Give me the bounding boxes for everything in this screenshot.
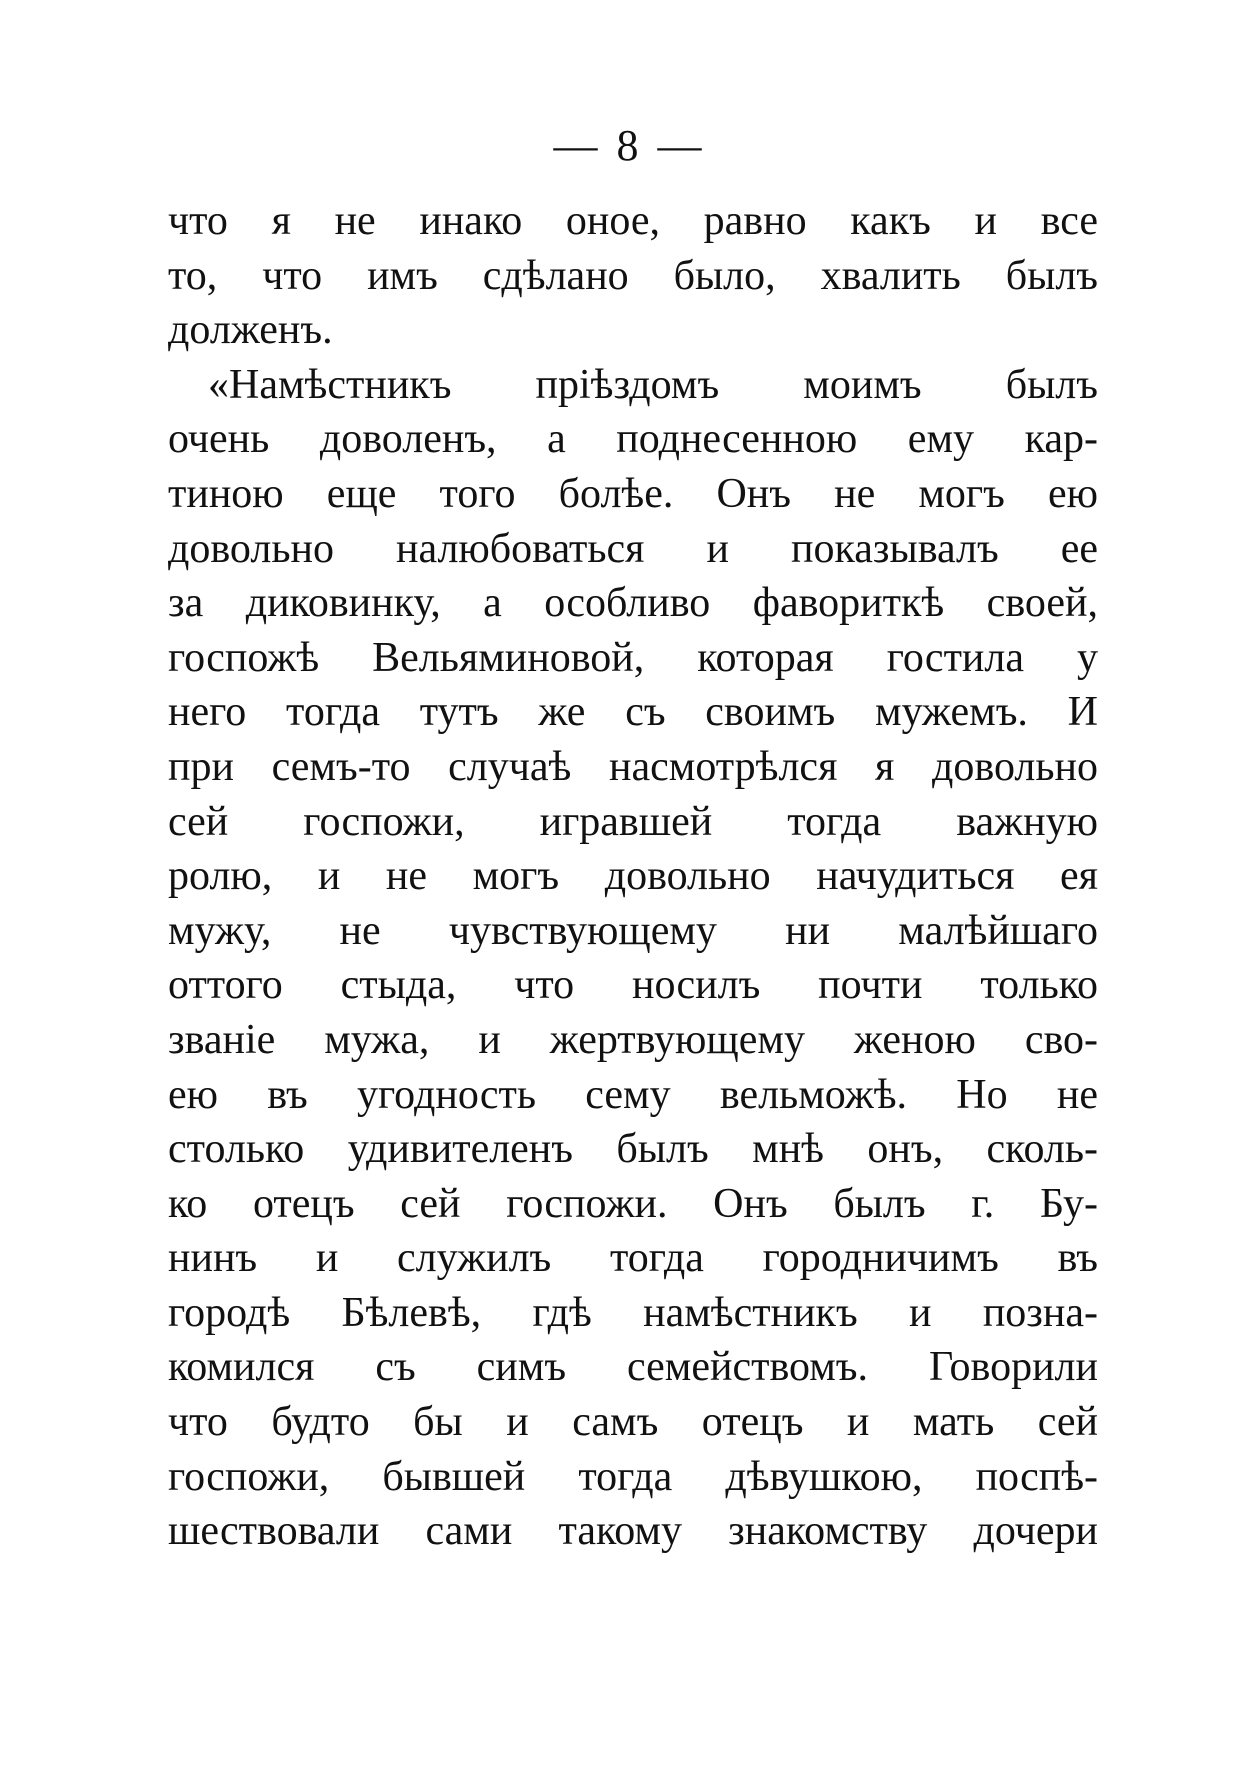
text-line: тиною еще того болѣе. Онъ не могъ ею [168, 470, 1098, 517]
text-line: городѣ Бѣлевѣ, гдѣ намѣстникъ и позна- [168, 1289, 1098, 1336]
text-line: ко отецъ сей госпожи. Онъ былъ г. Бу- [168, 1180, 1098, 1227]
text-line: то, что имъ сдѣлано было, хвалить былъ [168, 252, 1098, 299]
text-line: нинъ и служилъ тогда городничимъ въ [168, 1235, 1098, 1282]
text-line: ролю, и не могъ довольно начудиться ея [168, 853, 1098, 900]
text-line: него тогда тутъ же съ своимъ мужемъ. И [168, 689, 1098, 736]
text-line: шествовали сами такому знакомству дочери [168, 1508, 1098, 1555]
text-line: за диковинку, а особливо фавориткѣ своей, [168, 580, 1098, 627]
text-line: госпожи, бывшей тогда дѣвушкою, поспѣ- [168, 1453, 1098, 1500]
page-number: — 8 — [553, 121, 706, 170]
text-line: при семъ-то случаѣ насмотрѣлся я довольно [168, 743, 1098, 790]
text-line: довольно налюбоваться и показывалъ ее [168, 525, 1098, 572]
text-line: оттого стыда, что носилъ почти только [168, 962, 1098, 1009]
text-line: комился съ симъ семействомъ. Говорили [168, 1344, 1098, 1391]
text-line: «Намѣстникъ прiѣздомъ моимъ былъ [208, 361, 1098, 408]
text-line: сей госпожи, игравшей тогда важную [168, 798, 1098, 845]
text-line: ею въ угодность сему вельможѣ. Но не [168, 1071, 1098, 1118]
text-line: долженъ. [168, 307, 333, 354]
text-line: мужу, не чувствующему ни малѣйшаго [168, 907, 1098, 954]
text-line: что я не инако оное, равно какъ и все [168, 198, 1098, 244]
text-line: что будто бы и самъ отецъ и мать сей [168, 1399, 1098, 1446]
text-line: госпожѣ Вельяминовой, которая гостила у [168, 634, 1098, 681]
text-line: званiе мужа, и жертвующему женою сво- [168, 1016, 1098, 1063]
text-line: очень доволенъ, а поднесенною ему кар- [168, 416, 1098, 463]
text-line: столько удивителенъ былъ мнѣ онъ, сколь- [168, 1126, 1098, 1173]
body-text [168, 194, 1098, 1559]
